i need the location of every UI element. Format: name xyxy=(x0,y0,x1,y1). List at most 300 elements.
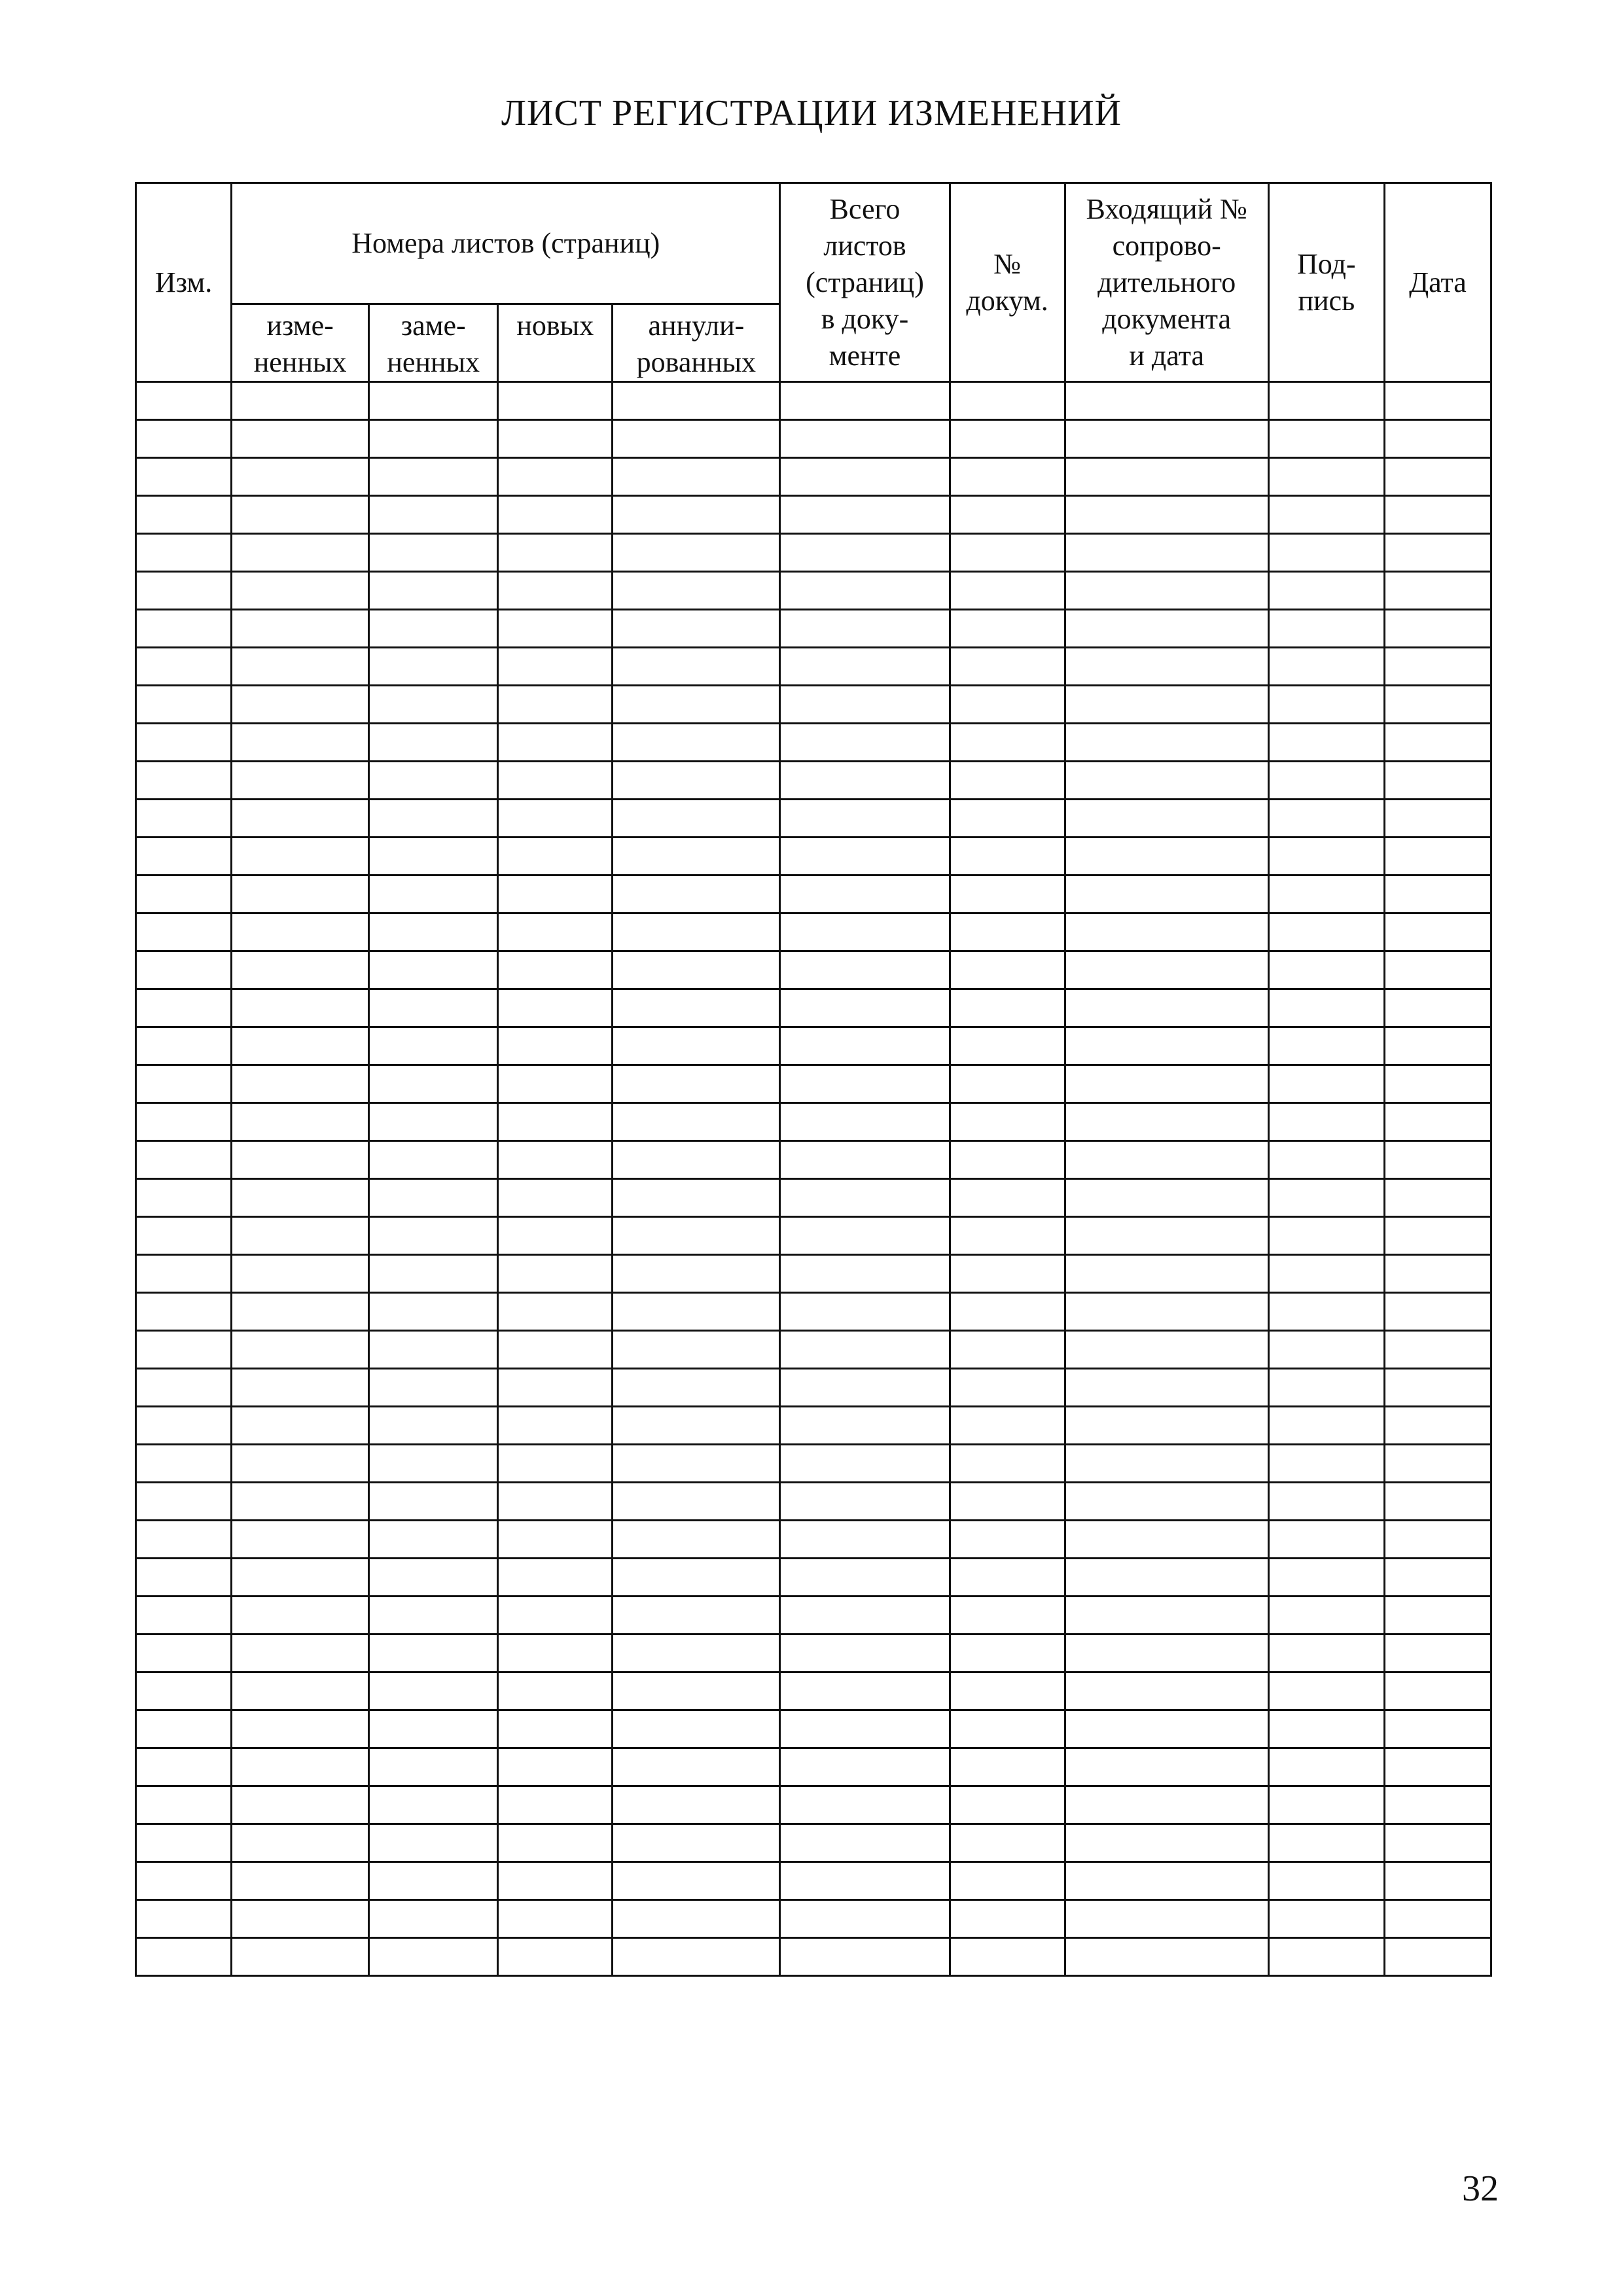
cell-incoming-doc xyxy=(1065,1369,1268,1407)
cell-signature xyxy=(1268,1141,1384,1179)
cell-total-sheets xyxy=(780,1521,950,1559)
cell-doc-number xyxy=(950,762,1065,800)
table-row xyxy=(136,610,1491,648)
cell-date xyxy=(1384,724,1491,762)
cell-total-sheets xyxy=(780,648,950,686)
cell-incoming-doc xyxy=(1065,724,1268,762)
cell-new xyxy=(498,648,613,686)
cell-annulled xyxy=(613,1027,780,1065)
cell-signature xyxy=(1268,1900,1384,1938)
cell-changed xyxy=(232,1445,369,1483)
cell-incoming-doc xyxy=(1065,1293,1268,1331)
cell-changed xyxy=(232,1293,369,1331)
cell-changed xyxy=(232,1710,369,1748)
cell-izm xyxy=(136,1027,232,1065)
table-row xyxy=(136,951,1491,989)
cell-doc-number xyxy=(950,534,1065,572)
table-row xyxy=(136,458,1491,496)
cell-izm xyxy=(136,1217,232,1255)
cell-replaced xyxy=(369,1900,498,1938)
cell-incoming-doc xyxy=(1065,762,1268,800)
cell-doc-number xyxy=(950,1217,1065,1255)
cell-doc-number xyxy=(950,1862,1065,1900)
header-sheet-numbers: Номера листов (страниц) xyxy=(232,183,780,304)
cell-changed xyxy=(232,1103,369,1141)
table-row xyxy=(136,1786,1491,1824)
cell-changed xyxy=(232,648,369,686)
cell-replaced xyxy=(369,458,498,496)
table-row xyxy=(136,1938,1491,1976)
cell-annulled xyxy=(613,1331,780,1369)
cell-annulled xyxy=(613,989,780,1027)
cell-incoming-doc xyxy=(1065,1027,1268,1065)
cell-date xyxy=(1384,1862,1491,1900)
cell-doc-number xyxy=(950,800,1065,838)
cell-izm xyxy=(136,1331,232,1369)
cell-izm xyxy=(136,838,232,875)
cell-new xyxy=(498,1672,613,1710)
cell-new xyxy=(498,1786,613,1824)
table-row xyxy=(136,724,1491,762)
cell-replaced xyxy=(369,1179,498,1217)
cell-replaced xyxy=(369,1027,498,1065)
cell-izm xyxy=(136,1179,232,1217)
table-row xyxy=(136,1445,1491,1483)
cell-signature xyxy=(1268,724,1384,762)
cell-replaced xyxy=(369,1748,498,1786)
cell-incoming-doc xyxy=(1065,1710,1268,1748)
cell-annulled xyxy=(613,572,780,610)
cell-annulled xyxy=(613,1217,780,1255)
cell-annulled xyxy=(613,420,780,458)
cell-annulled xyxy=(613,610,780,648)
cell-annulled xyxy=(613,458,780,496)
cell-doc-number xyxy=(950,648,1065,686)
cell-total-sheets xyxy=(780,1293,950,1331)
cell-doc-number xyxy=(950,989,1065,1027)
table-row xyxy=(136,1407,1491,1445)
cell-changed xyxy=(232,800,369,838)
cell-doc-number xyxy=(950,572,1065,610)
cell-doc-number xyxy=(950,838,1065,875)
cell-doc-number xyxy=(950,1824,1065,1862)
cell-replaced xyxy=(369,686,498,724)
cell-new xyxy=(498,762,613,800)
cell-doc-number xyxy=(950,1065,1065,1103)
cell-total-sheets xyxy=(780,382,950,420)
cell-date xyxy=(1384,534,1491,572)
cell-izm xyxy=(136,951,232,989)
cell-total-sheets xyxy=(780,951,950,989)
cell-signature xyxy=(1268,1634,1384,1672)
cell-replaced xyxy=(369,913,498,951)
cell-changed xyxy=(232,989,369,1027)
change-register-table xyxy=(135,182,1492,1977)
cell-doc-number xyxy=(950,1521,1065,1559)
cell-new xyxy=(498,1293,613,1331)
cell-new xyxy=(498,1748,613,1786)
cell-signature xyxy=(1268,989,1384,1027)
cell-signature xyxy=(1268,1255,1384,1293)
cell-replaced xyxy=(369,572,498,610)
cell-doc-number xyxy=(950,1559,1065,1597)
cell-signature xyxy=(1268,1597,1384,1634)
cell-new xyxy=(498,1483,613,1521)
cell-incoming-doc xyxy=(1065,686,1268,724)
cell-doc-number xyxy=(950,1445,1065,1483)
cell-replaced xyxy=(369,1255,498,1293)
cell-izm xyxy=(136,420,232,458)
table-row xyxy=(136,1748,1491,1786)
cell-doc-number xyxy=(950,496,1065,534)
cell-total-sheets xyxy=(780,1597,950,1634)
table-row xyxy=(136,1824,1491,1862)
cell-new xyxy=(498,875,613,913)
table-row xyxy=(136,1672,1491,1710)
cell-changed xyxy=(232,1672,369,1710)
cell-total-sheets xyxy=(780,1786,950,1824)
cell-izm xyxy=(136,1407,232,1445)
cell-total-sheets xyxy=(780,458,950,496)
cell-incoming-doc xyxy=(1065,1748,1268,1786)
cell-annulled xyxy=(613,1065,780,1103)
cell-total-sheets xyxy=(780,913,950,951)
cell-total-sheets xyxy=(780,1179,950,1217)
cell-incoming-doc xyxy=(1065,1065,1268,1103)
cell-izm xyxy=(136,1634,232,1672)
cell-new xyxy=(498,420,613,458)
cell-doc-number xyxy=(950,724,1065,762)
cell-signature xyxy=(1268,875,1384,913)
cell-replaced xyxy=(369,648,498,686)
cell-changed xyxy=(232,1141,369,1179)
cell-date xyxy=(1384,1710,1491,1748)
cell-replaced xyxy=(369,1521,498,1559)
cell-doc-number xyxy=(950,1293,1065,1331)
cell-incoming-doc xyxy=(1065,1672,1268,1710)
cell-replaced xyxy=(369,1786,498,1824)
cell-date xyxy=(1384,1445,1491,1483)
table-row xyxy=(136,1331,1491,1369)
cell-izm xyxy=(136,610,232,648)
cell-signature xyxy=(1268,1331,1384,1369)
cell-annulled xyxy=(613,686,780,724)
cell-signature xyxy=(1268,913,1384,951)
cell-changed xyxy=(232,534,369,572)
cell-changed xyxy=(232,610,369,648)
cell-total-sheets xyxy=(780,1483,950,1521)
cell-changed xyxy=(232,913,369,951)
cell-total-sheets xyxy=(780,1445,950,1483)
cell-doc-number xyxy=(950,458,1065,496)
cell-izm xyxy=(136,534,232,572)
cell-replaced xyxy=(369,420,498,458)
cell-annulled xyxy=(613,1786,780,1824)
cell-incoming-doc xyxy=(1065,989,1268,1027)
cell-doc-number xyxy=(950,875,1065,913)
table-row xyxy=(136,1597,1491,1634)
cell-new xyxy=(498,1141,613,1179)
table-row xyxy=(136,1634,1491,1672)
cell-replaced xyxy=(369,724,498,762)
cell-izm xyxy=(136,1938,232,1976)
cell-replaced xyxy=(369,875,498,913)
cell-signature xyxy=(1268,1103,1384,1141)
cell-annulled xyxy=(613,648,780,686)
cell-changed xyxy=(232,1369,369,1407)
cell-annulled xyxy=(613,1748,780,1786)
cell-replaced xyxy=(369,1217,498,1255)
cell-changed xyxy=(232,1559,369,1597)
cell-date xyxy=(1384,382,1491,420)
cell-date xyxy=(1384,989,1491,1027)
cell-total-sheets xyxy=(780,686,950,724)
cell-izm xyxy=(136,1483,232,1521)
cell-date xyxy=(1384,1559,1491,1597)
cell-annulled xyxy=(613,534,780,572)
cell-incoming-doc xyxy=(1065,1900,1268,1938)
table-row xyxy=(136,1710,1491,1748)
table-row xyxy=(136,762,1491,800)
cell-doc-number xyxy=(950,1027,1065,1065)
cell-date xyxy=(1384,1217,1491,1255)
cell-new xyxy=(498,458,613,496)
cell-changed xyxy=(232,875,369,913)
cell-date xyxy=(1384,1179,1491,1217)
cell-doc-number xyxy=(950,913,1065,951)
cell-changed xyxy=(232,1255,369,1293)
cell-total-sheets xyxy=(780,1331,950,1369)
header-new: новых xyxy=(498,304,613,382)
cell-date xyxy=(1384,1938,1491,1976)
cell-annulled xyxy=(613,1634,780,1672)
cell-new xyxy=(498,1369,613,1407)
cell-izm xyxy=(136,1559,232,1597)
cell-signature xyxy=(1268,1748,1384,1786)
table-row xyxy=(136,989,1491,1027)
table-row xyxy=(136,1483,1491,1521)
cell-date xyxy=(1384,1407,1491,1445)
cell-incoming-doc xyxy=(1065,1217,1268,1255)
cell-signature xyxy=(1268,1521,1384,1559)
cell-annulled xyxy=(613,1141,780,1179)
cell-incoming-doc xyxy=(1065,1483,1268,1521)
cell-total-sheets xyxy=(780,800,950,838)
cell-total-sheets xyxy=(780,762,950,800)
table-row xyxy=(136,1255,1491,1293)
cell-changed xyxy=(232,1179,369,1217)
cell-new xyxy=(498,800,613,838)
cell-incoming-doc xyxy=(1065,1824,1268,1862)
table-row xyxy=(136,1293,1491,1331)
cell-new xyxy=(498,1710,613,1748)
cell-date xyxy=(1384,1255,1491,1293)
cell-doc-number xyxy=(950,610,1065,648)
cell-changed xyxy=(232,1521,369,1559)
cell-total-sheets xyxy=(780,1369,950,1407)
cell-incoming-doc xyxy=(1065,496,1268,534)
cell-doc-number xyxy=(950,1710,1065,1748)
cell-replaced xyxy=(369,1103,498,1141)
header-signature: Под- пись xyxy=(1268,183,1384,382)
cell-doc-number xyxy=(950,1483,1065,1521)
cell-changed xyxy=(232,1938,369,1976)
cell-changed xyxy=(232,838,369,875)
cell-incoming-doc xyxy=(1065,572,1268,610)
cell-date xyxy=(1384,913,1491,951)
cell-total-sheets xyxy=(780,1710,950,1748)
cell-date xyxy=(1384,458,1491,496)
cell-replaced xyxy=(369,1445,498,1483)
cell-new xyxy=(498,610,613,648)
cell-doc-number xyxy=(950,1900,1065,1938)
cell-replaced xyxy=(369,1672,498,1710)
cell-signature xyxy=(1268,1407,1384,1445)
cell-doc-number xyxy=(950,1634,1065,1672)
cell-signature xyxy=(1268,762,1384,800)
cell-signature xyxy=(1268,420,1384,458)
header-total-sheets: Всего листов (страниц) в доку- менте xyxy=(780,183,950,382)
cell-signature xyxy=(1268,496,1384,534)
cell-annulled xyxy=(613,1103,780,1141)
cell-total-sheets xyxy=(780,875,950,913)
cell-date xyxy=(1384,1141,1491,1179)
cell-annulled xyxy=(613,1521,780,1559)
table-row xyxy=(136,496,1491,534)
cell-new xyxy=(498,1331,613,1369)
cell-changed xyxy=(232,1407,369,1445)
cell-new xyxy=(498,534,613,572)
cell-replaced xyxy=(369,1065,498,1103)
cell-replaced xyxy=(369,1597,498,1634)
cell-date xyxy=(1384,572,1491,610)
cell-new xyxy=(498,1559,613,1597)
cell-izm xyxy=(136,875,232,913)
cell-date xyxy=(1384,875,1491,913)
table-row xyxy=(136,686,1491,724)
cell-izm xyxy=(136,1065,232,1103)
cell-total-sheets xyxy=(780,1634,950,1672)
cell-signature xyxy=(1268,534,1384,572)
cell-izm xyxy=(136,1710,232,1748)
register-body xyxy=(136,382,1491,1976)
cell-date xyxy=(1384,1672,1491,1710)
cell-incoming-doc xyxy=(1065,951,1268,989)
cell-date xyxy=(1384,1786,1491,1824)
cell-replaced xyxy=(369,1483,498,1521)
table-row xyxy=(136,1179,1491,1217)
cell-new xyxy=(498,1255,613,1293)
cell-annulled xyxy=(613,1597,780,1634)
cell-izm xyxy=(136,1255,232,1293)
cell-incoming-doc xyxy=(1065,1786,1268,1824)
cell-date xyxy=(1384,1824,1491,1862)
cell-total-sheets xyxy=(780,572,950,610)
cell-total-sheets xyxy=(780,1748,950,1786)
cell-doc-number xyxy=(950,1369,1065,1407)
cell-incoming-doc xyxy=(1065,1597,1268,1634)
header-doc-number: № докум. xyxy=(950,183,1065,382)
cell-changed xyxy=(232,1824,369,1862)
cell-izm xyxy=(136,1748,232,1786)
cell-annulled xyxy=(613,1483,780,1521)
cell-izm xyxy=(136,989,232,1027)
cell-incoming-doc xyxy=(1065,1141,1268,1179)
cell-new xyxy=(498,496,613,534)
cell-incoming-doc xyxy=(1065,1938,1268,1976)
cell-new xyxy=(498,989,613,1027)
cell-doc-number xyxy=(950,1672,1065,1710)
cell-changed xyxy=(232,572,369,610)
header-changed: изме- ненных xyxy=(232,304,369,382)
cell-annulled xyxy=(613,1938,780,1976)
cell-annulled xyxy=(613,1369,780,1407)
cell-izm xyxy=(136,648,232,686)
cell-changed xyxy=(232,1748,369,1786)
cell-signature xyxy=(1268,951,1384,989)
cell-total-sheets xyxy=(780,1900,950,1938)
cell-replaced xyxy=(369,762,498,800)
cell-replaced xyxy=(369,496,498,534)
cell-total-sheets xyxy=(780,420,950,458)
cell-changed xyxy=(232,1900,369,1938)
cell-izm xyxy=(136,1369,232,1407)
cell-izm xyxy=(136,686,232,724)
cell-changed xyxy=(232,1331,369,1369)
table-row xyxy=(136,1369,1491,1407)
cell-signature xyxy=(1268,1862,1384,1900)
cell-replaced xyxy=(369,1824,498,1862)
cell-new xyxy=(498,572,613,610)
cell-doc-number xyxy=(950,951,1065,989)
page-title: ЛИСТ РЕГИСТРАЦИИ ИЗМЕНЕНИЙ xyxy=(501,93,1122,133)
cell-new xyxy=(498,1824,613,1862)
cell-annulled xyxy=(613,1672,780,1710)
cell-replaced xyxy=(369,1862,498,1900)
table-row xyxy=(136,913,1491,951)
cell-signature xyxy=(1268,1293,1384,1331)
cell-doc-number xyxy=(950,382,1065,420)
cell-izm xyxy=(136,1862,232,1900)
cell-izm xyxy=(136,1824,232,1862)
cell-signature xyxy=(1268,686,1384,724)
cell-annulled xyxy=(613,724,780,762)
cell-incoming-doc xyxy=(1065,1179,1268,1217)
cell-doc-number xyxy=(950,1938,1065,1976)
cell-changed xyxy=(232,1634,369,1672)
cell-new xyxy=(498,1521,613,1559)
cell-replaced xyxy=(369,534,498,572)
cell-new xyxy=(498,838,613,875)
table-row xyxy=(136,1900,1491,1938)
cell-new xyxy=(498,1027,613,1065)
table-row xyxy=(136,1521,1491,1559)
cell-date xyxy=(1384,1331,1491,1369)
cell-date xyxy=(1384,686,1491,724)
cell-incoming-doc xyxy=(1065,800,1268,838)
header-incoming-doc: Входящий № сопрово- дительного документа и дата xyxy=(1065,183,1268,382)
cell-annulled xyxy=(613,496,780,534)
cell-izm xyxy=(136,1900,232,1938)
cell-incoming-doc xyxy=(1065,1521,1268,1559)
cell-new xyxy=(498,724,613,762)
cell-izm xyxy=(136,724,232,762)
cell-replaced xyxy=(369,1938,498,1976)
cell-incoming-doc xyxy=(1065,1862,1268,1900)
cell-replaced xyxy=(369,610,498,648)
cell-izm xyxy=(136,1103,232,1141)
cell-signature xyxy=(1268,1786,1384,1824)
